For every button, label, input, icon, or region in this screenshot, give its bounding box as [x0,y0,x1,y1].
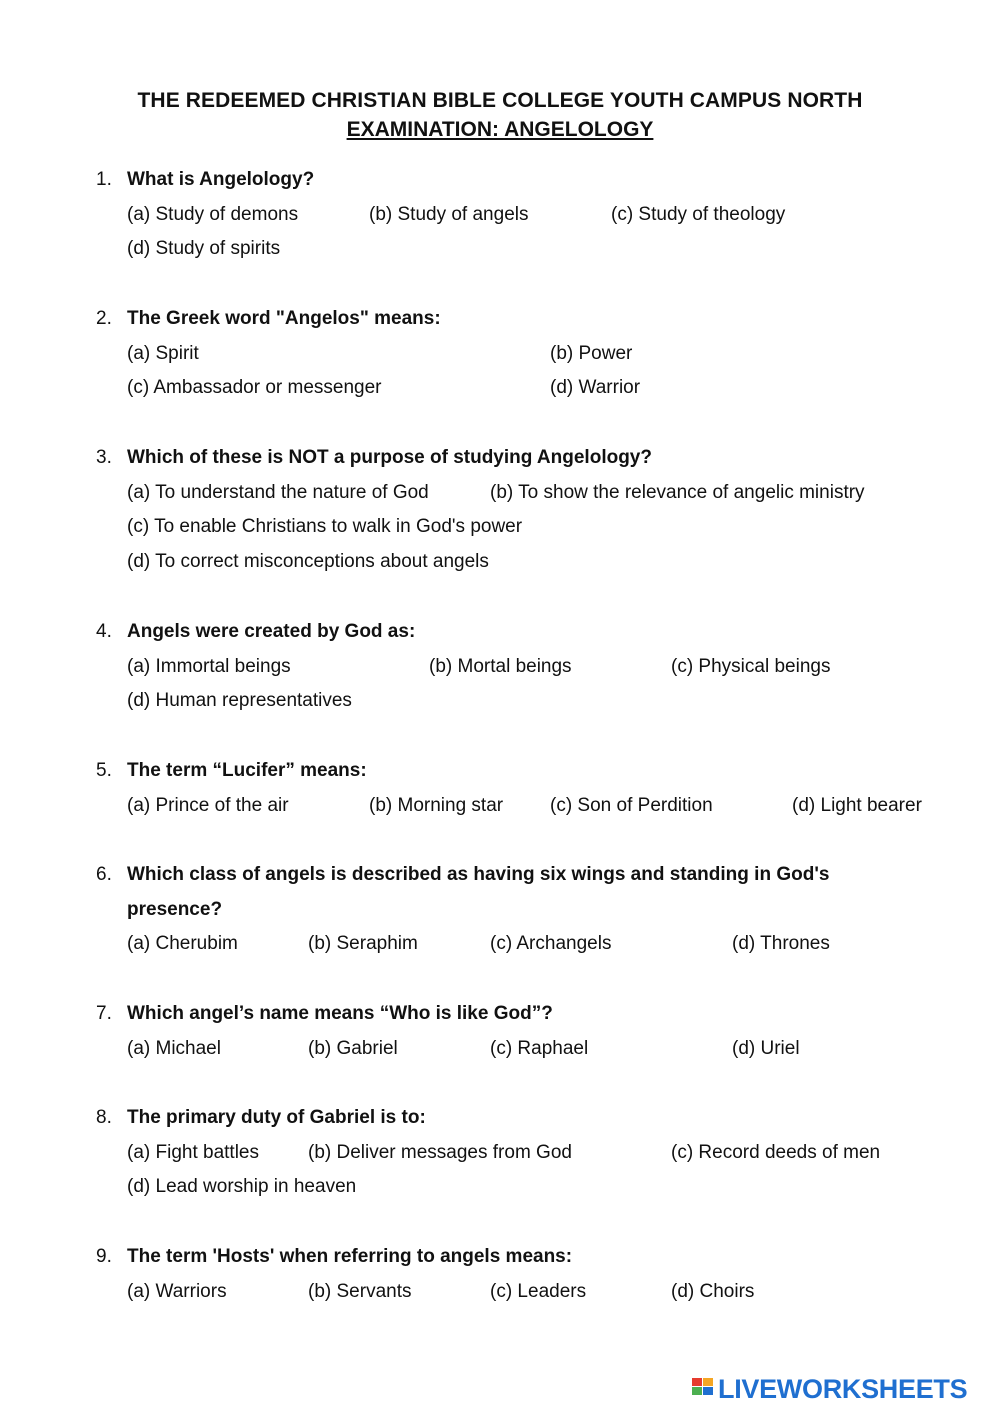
option-a: (a) Michael [127,1038,221,1059]
option-d: (d) Warrior [550,377,641,398]
exam-header [0,86,1000,144]
option-c: (c) Study of theology [611,204,786,225]
option-a: (a) Warriors [127,1281,227,1302]
option-c: (c) To enable Christians to walk in God's power [127,516,523,537]
option-d: (d) Lead worship in heaven [127,1176,357,1197]
option-c: (c) Ambassador or messenger [127,377,382,398]
liveworksheets-logo-icon [692,1376,714,1402]
option-c: (c) Archangels [490,933,612,954]
option-c: (c) Record deeds of men [671,1142,881,1163]
option-d: (d) Choirs [671,1281,755,1302]
option-c: (c) Son of Perdition [550,795,713,816]
liveworksheets-logo-text: LIVEWORKSHEETS [718,1373,968,1404]
option-d: (d) Study of spirits [127,238,281,259]
question-text: The term 'Hosts' when referring to angels means: [127,1246,573,1267]
option-c: (c) Leaders [490,1281,587,1302]
question-number: 8. [96,1107,112,1128]
option-a: (a) To understand the nature of God [127,482,429,503]
option-a: (a) Cherubim [127,933,238,954]
option-a: (a) Immortal beings [127,656,291,677]
question-number: 4. [96,621,112,642]
question-text: Which angel’s name means “Who is like God”? [127,1003,553,1024]
option-a: (a) Study of demons [127,204,299,225]
option-c: (c) Raphael [490,1038,589,1059]
question-text: Which class of angels is described as having six wings and standing in God's [127,864,830,885]
option-a: (a) Fight battles [127,1142,259,1163]
question-text-continued: presence? [127,899,223,920]
question-number: 5. [96,760,112,781]
option-d: (d) Human representatives [127,690,352,711]
question-number: 9. [96,1246,112,1267]
question-text: The term “Lucifer” means: [127,760,367,781]
option-b: (b) Deliver messages from God [308,1142,572,1163]
question-text: Which of these is NOT a purpose of studying Angelology? [127,447,652,468]
school-name: THE REDEEMED CHRISTIAN BIBLE COLLEGE YOUTH CAMPUS NORTH [137,89,863,112]
option-d: (d) To correct misconceptions about angels [127,551,489,572]
option-b: (b) Gabriel [308,1038,398,1059]
option-b: (b) Power [550,343,633,364]
option-a: (a) Spirit [127,343,199,364]
liveworksheets-logo[interactable] [692,1372,967,1406]
question-text: Angels were created by God as: [127,621,416,642]
option-d: (d) Uriel [732,1038,800,1059]
option-b: (b) To show the relevance of angelic ministry [490,482,865,503]
question-number: 2. [96,308,112,329]
option-b: (b) Study of angels [369,204,529,225]
option-d: (d) Light bearer [792,795,922,816]
option-b: (b) Seraphim [308,933,418,954]
question-number: 7. [96,1003,112,1024]
option-d: (d) Thrones [732,933,830,954]
option-b: (b) Morning star [369,795,504,816]
option-b: (b) Mortal beings [429,656,572,677]
option-a: (a) Prince of the air [127,795,289,816]
question-number: 6. [96,864,112,885]
option-c: (c) Physical beings [671,656,831,677]
question-number: 3. [96,447,112,468]
question-text: What is Angelology? [127,169,315,190]
option-b: (b) Servants [308,1281,412,1302]
question-number: 1. [96,169,112,190]
question-text: The primary duty of Gabriel is to: [127,1107,426,1128]
question-text: The Greek word "Angelos" means: [127,308,441,329]
exam-title: EXAMINATION: ANGELOLOGY [346,118,654,141]
